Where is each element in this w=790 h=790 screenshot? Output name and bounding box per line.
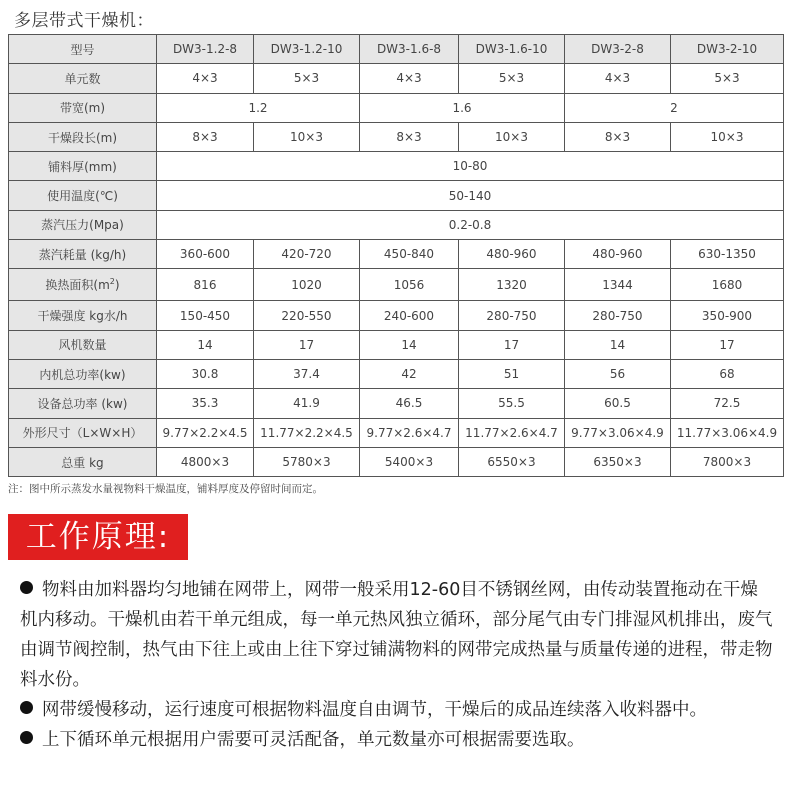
row-label [9,269,157,301]
model-cell: DW3-1.2-8 [157,35,254,64]
table-cell: 9.77×2.2×4.5 [157,418,254,447]
row-label: 外形尺寸（L×W×H） [9,418,157,447]
table-row [9,210,784,239]
table-cell: 14 [565,330,671,359]
principle-text: 物料由加料器均匀地铺在网带上，网带一般采用12-60目不锈钢丝网，由传动装置拖动在干燥机内移动。干燥机由若干单元组成，每一单元热风独立循环，部分尾气由专门排湿风机排出，废气由调节阀控制，热气由下往上或由上往下穿过铺满物料的网带完成热量与质量传递的进程，带走物料水份。 [20,580,773,690]
model-cell: DW3-1.6-8 [360,35,459,64]
bullet-icon [20,581,33,594]
table-cell: 480-960 [459,240,565,269]
table-row [9,447,784,476]
row-label: 干燥段长(m) [9,122,157,151]
principle-text: 上下循环单元根据用户需要可灵活配备，单元数量亦可根据需要选取。 [42,730,585,750]
principle-text: 网带缓慢移动，运行速度可根据物料温度自由调节，干燥后的成品连续落入收料器中。 [42,700,707,720]
table-cell: 6350×3 [565,447,671,476]
model-cell: DW3-2-8 [565,35,671,64]
table-cell: 1.2 [157,93,360,122]
row-label: 使用温度(℃) [9,181,157,210]
header-cell: 型号 [9,35,157,64]
row-label: 总重 kg [9,447,157,476]
row-label: 干燥强度 kg水/h [9,301,157,330]
model-cell: DW3-1.2-10 [254,35,360,64]
table-row [9,122,784,151]
table-cell: 220-550 [254,301,360,330]
table-cell: 280-750 [565,301,671,330]
table-row [9,181,784,210]
table-cell: 17 [459,330,565,359]
table-cell: 4800×3 [157,447,254,476]
principle-item [20,575,775,695]
table-cell: 5×3 [459,64,565,93]
table-cell: 17 [671,330,784,359]
table-cell: 35.3 [157,389,254,418]
table-cell: 1056 [360,269,459,301]
area-label-main: 换热面积(m [45,278,110,293]
table-cell: 450-840 [360,240,459,269]
table-cell: 5×3 [254,64,360,93]
table-cell: 9.77×3.06×4.9 [565,418,671,447]
area-label-end: ) [114,278,120,293]
table-cell: 11.77×3.06×4.9 [671,418,784,447]
table-cell: 480-960 [565,240,671,269]
table-cell: 42 [360,359,459,388]
table-cell: 1320 [459,269,565,301]
table-cell: 60.5 [565,389,671,418]
table-cell: 0.2-0.8 [157,210,784,239]
table-cell: 4×3 [565,64,671,93]
table-cell: 8×3 [360,122,459,151]
table-cell: 6550×3 [459,447,565,476]
table-cell: 5×3 [671,64,784,93]
table-cell: 10-80 [157,152,784,181]
table-cell: 72.5 [671,389,784,418]
table-cell: 11.77×2.6×4.7 [459,418,565,447]
table-cell: 41.9 [254,389,360,418]
table-cell: 360-600 [157,240,254,269]
row-label: 内机总功率(kw) [9,359,157,388]
table-cell: 14 [360,330,459,359]
table-cell: 55.5 [459,389,565,418]
section-banner: 工作原理: [8,514,188,560]
table-cell: 10×3 [459,122,565,151]
table-cell: 11.77×2.2×4.5 [254,418,360,447]
table-row [9,64,784,93]
table-cell: 350-900 [671,301,784,330]
table-cell: 10×3 [254,122,360,151]
table-cell: 30.8 [157,359,254,388]
table-cell: 51 [459,359,565,388]
table-cell: 8×3 [565,122,671,151]
table-cell: 150-450 [157,301,254,330]
table-cell: 10×3 [671,122,784,151]
table-cell: 7800×3 [671,447,784,476]
table-row [9,359,784,388]
table-cell: 4×3 [360,64,459,93]
table-row [9,240,784,269]
table-header-row [9,35,784,64]
table-cell: 14 [157,330,254,359]
table-cell: 56 [565,359,671,388]
table-cell: 8×3 [157,122,254,151]
table-row [9,418,784,447]
table-cell: 1020 [254,269,360,301]
table-cell: 5400×3 [360,447,459,476]
table-cell: 280-750 [459,301,565,330]
table-cell: 1344 [565,269,671,301]
area-label-sup: 2 [109,277,115,287]
row-label: 蒸汽耗量 (kg/h) [9,240,157,269]
table-cell: 630-1350 [671,240,784,269]
table-cell: 240-600 [360,301,459,330]
table-cell: 4×3 [157,64,254,93]
row-label: 风机数量 [9,330,157,359]
table-cell: 5780×3 [254,447,360,476]
principle-list [20,575,775,755]
principle-item [20,695,775,725]
table-row [9,93,784,122]
model-cell: DW3-1.6-10 [459,35,565,64]
table-cell: 9.77×2.6×4.7 [360,418,459,447]
table-cell: 17 [254,330,360,359]
table-cell: 68 [671,359,784,388]
row-label: 设备总功率 (kw) [9,389,157,418]
row-label: 单元数 [9,64,157,93]
table-row [9,269,784,301]
table-cell: 1.6 [360,93,565,122]
table-cell: 2 [565,93,784,122]
table-row [9,301,784,330]
row-label: 带宽(m) [9,93,157,122]
row-label: 铺料厚(mm) [9,152,157,181]
table-cell: 816 [157,269,254,301]
model-cell: DW3-2-10 [671,35,784,64]
table-cell: 37.4 [254,359,360,388]
table-row [9,152,784,181]
page-title: 多层带式干燥机： [14,11,154,31]
spec-table [8,34,784,477]
table-cell: 1680 [671,269,784,301]
row-label: 蒸汽压力(Mpa) [9,210,157,239]
table-row [9,330,784,359]
bullet-icon [20,731,33,744]
table-cell: 46.5 [360,389,459,418]
table-cell: 420-720 [254,240,360,269]
bullet-icon [20,701,33,714]
table-row [9,389,784,418]
principle-item [20,725,775,755]
table-note: 注：图中所示蒸发水量视物料干燥温度，铺料厚度及停留时间而定。 [8,483,323,495]
table-cell: 50-140 [157,181,784,210]
